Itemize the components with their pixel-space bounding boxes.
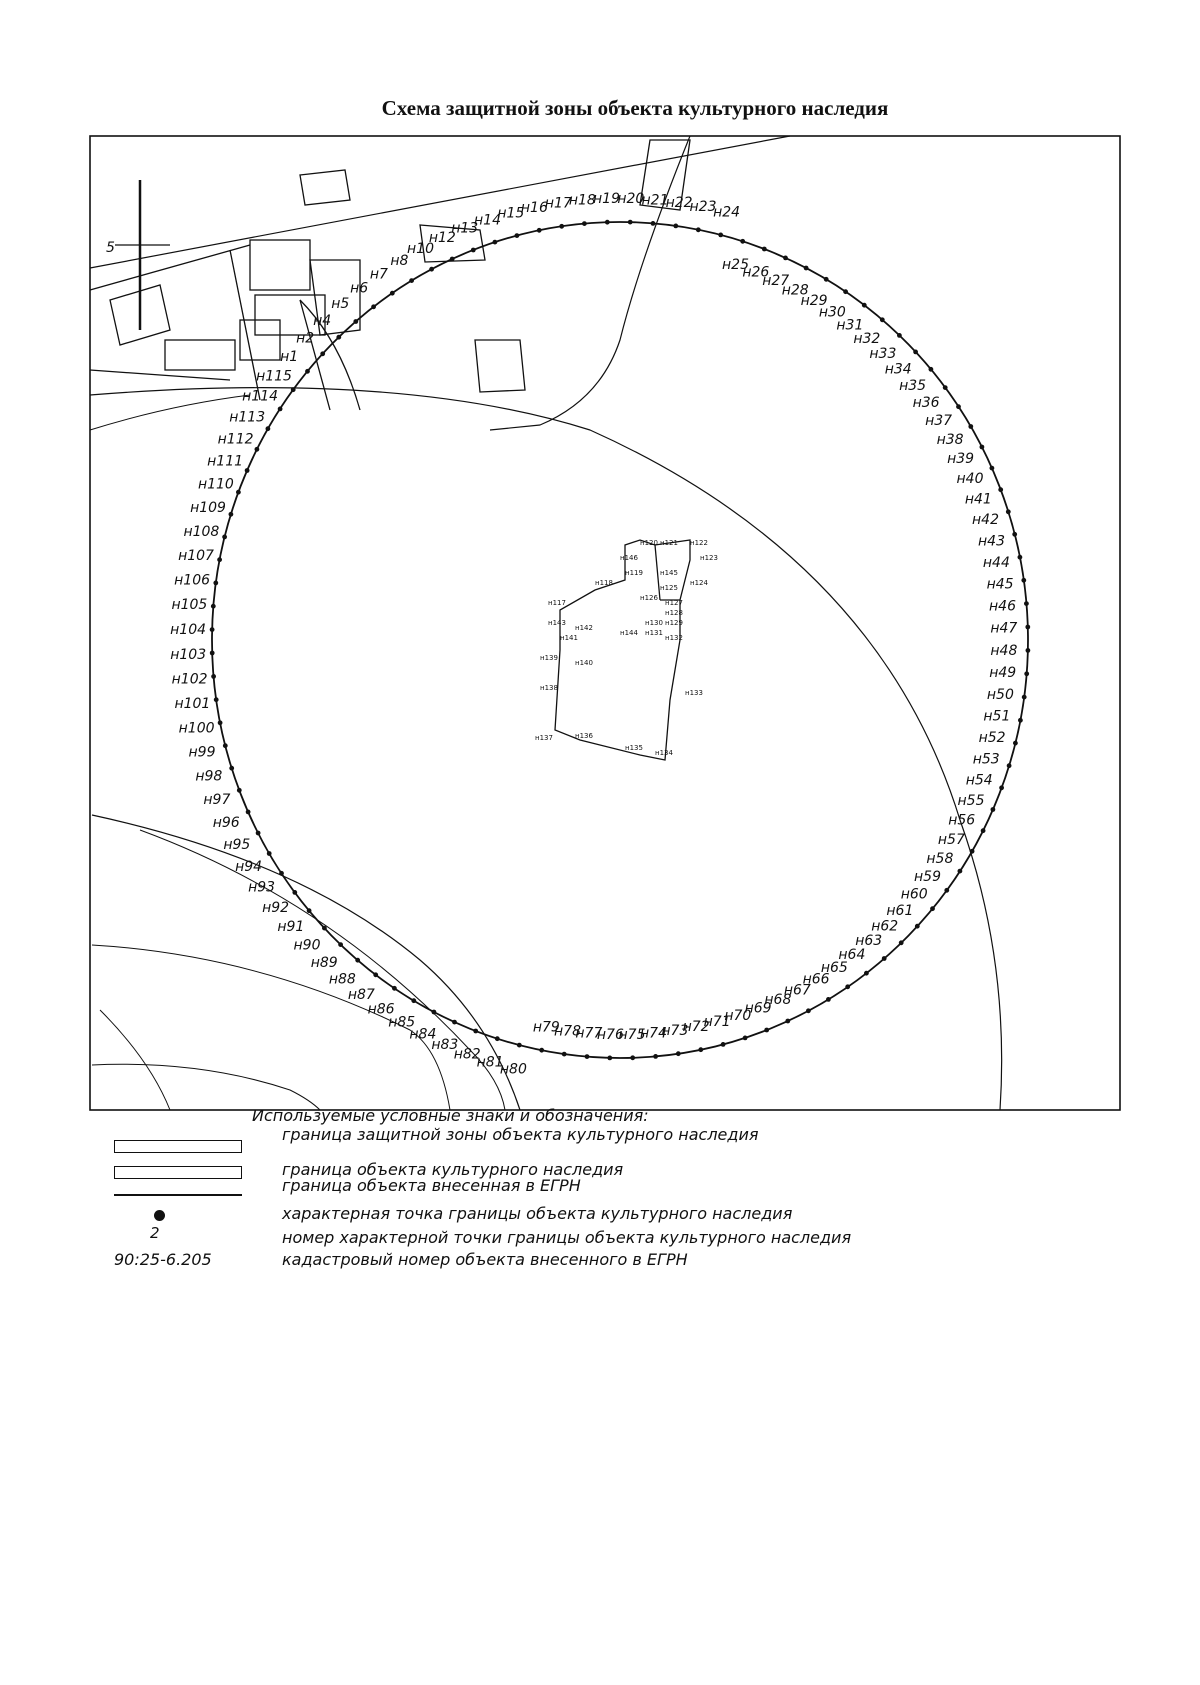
boundary-point-dot: [353, 319, 358, 324]
boundary-point-dot: [762, 247, 767, 252]
boundary-point-dot: [246, 810, 251, 815]
boundary-point-dot: [411, 998, 416, 1003]
boundary-point-label: н71: [703, 1014, 731, 1031]
boundary-point-label: н88: [328, 971, 356, 988]
boundary-point-dot: [338, 942, 343, 947]
boundary-point-dot: [998, 487, 1003, 492]
boundary-point-label: н99: [188, 744, 216, 761]
boundary-point-dot: [452, 1020, 457, 1025]
boundary-point-label: н46: [989, 598, 1016, 615]
boundary-point-label: н2: [296, 330, 315, 347]
boundary-point-label: н25: [722, 257, 749, 274]
boundary-point-label: н13: [451, 220, 479, 237]
boundary-point-dot: [432, 1010, 437, 1015]
boundary-point-dot: [450, 257, 455, 262]
boundary-point-label: н30: [818, 304, 846, 321]
inner-point-label: н127: [665, 599, 683, 607]
boundary-point-dot: [944, 888, 949, 893]
boundary-point-dot: [806, 1008, 811, 1013]
boundary-point-dot: [968, 424, 973, 429]
boundary-point-dot: [981, 828, 986, 833]
boundary-point-dot: [1026, 648, 1031, 653]
boundary-point-label: н73: [661, 1023, 689, 1039]
boundary-point-dot: [899, 940, 904, 945]
boundary-point-label: н68: [764, 992, 792, 1009]
boundary-point-dot: [943, 385, 948, 390]
boundary-point-label: н66: [802, 971, 830, 988]
boundary-point-dot: [210, 651, 215, 656]
inner-point-label: н140: [575, 659, 593, 667]
boundary-point-label: н101: [174, 696, 211, 713]
boundary-point-dot: [958, 869, 963, 874]
legend-text-object-boundary: граница объекта культурного наследия: [282, 1160, 624, 1179]
boundary-point-label: н49: [989, 664, 1017, 681]
boundary-point-label: н51: [983, 708, 1011, 725]
boundary-point-dot: [355, 958, 360, 963]
boundary-point-dot: [582, 221, 587, 226]
inner-point-label: н117: [548, 599, 566, 607]
boundary-point-dot: [826, 997, 831, 1002]
map-frame: [90, 136, 1120, 1110]
page-title: Схема защитной зоны объекта культурного наследия: [381, 96, 889, 120]
boundary-point-label: н5: [331, 296, 350, 313]
boundary-point-dot: [322, 926, 327, 931]
boundary-point-dot: [210, 627, 215, 632]
boundary-point-label: н14: [474, 212, 501, 229]
boundary-point-label: н26: [742, 264, 770, 281]
boundary-point-dot: [390, 291, 395, 296]
boundary-point-dot: [278, 407, 283, 412]
boundary-point-label: н40: [956, 471, 984, 487]
inner-point-label: н118: [595, 579, 613, 587]
boundary-point-dot: [843, 289, 848, 294]
boundary-point-label: н115: [256, 368, 292, 385]
inner-point-label: н137: [535, 734, 553, 742]
boundary-point-dot: [990, 466, 995, 471]
inner-point-label: н138: [540, 684, 558, 692]
boundary-point-label: н20: [617, 191, 645, 208]
boundary-point-label: н102: [171, 671, 208, 688]
boundary-point-dot: [211, 604, 216, 609]
boundary-point-label: н78: [554, 1023, 581, 1040]
legend-symbol-number: 2: [150, 1224, 160, 1242]
boundary-point-label: н56: [948, 812, 976, 829]
boundary-point-dot: [607, 1056, 612, 1061]
boundary-point-label: н94: [235, 858, 263, 875]
boundary-point-dot: [999, 785, 1004, 790]
boundary-point-dot: [897, 333, 902, 338]
boundary-point-dot: [1025, 625, 1030, 630]
inner-point-label: н142: [575, 624, 593, 632]
boundary-point-label: н75: [618, 1026, 646, 1043]
boundary-point-dot: [320, 351, 325, 356]
boundary-point-label: н33: [869, 345, 897, 362]
legend-text-protective-zone: граница защитной зоны объекта культурного наследия: [282, 1125, 759, 1144]
inner-point-label: н121: [660, 539, 678, 547]
boundary-point-dot: [956, 404, 961, 409]
boundary-point-label: н84: [409, 1026, 437, 1043]
boundary-point-label: н45: [986, 576, 1014, 593]
boundary-point-label: н107: [178, 548, 214, 565]
boundary-point-label: н82: [453, 1046, 481, 1063]
boundary-point-dot: [630, 1055, 635, 1060]
inner-point-label: н133: [685, 689, 703, 697]
boundary-point-label: н15: [497, 205, 525, 222]
boundary-point-dot: [991, 807, 996, 812]
boundary-point-label: н87: [347, 987, 375, 1003]
boundary-point-dot: [539, 1048, 544, 1053]
boundary-point-dot: [515, 233, 520, 238]
inner-point-label: н120: [640, 539, 658, 547]
boundary-point-dot: [213, 581, 218, 586]
inner-point-label: н144: [620, 629, 638, 637]
boundary-point-label: н69: [744, 1000, 772, 1017]
boundary-point-label: н52: [978, 730, 1006, 747]
boundary-point-label: н42: [972, 512, 999, 529]
boundary-point-dot: [1007, 763, 1012, 768]
legend-text-egrn-line: граница объекта внесенная в ЕГРН: [282, 1176, 581, 1195]
boundary-point-dot: [223, 743, 228, 748]
boundary-point-label: н83: [431, 1037, 459, 1053]
boundary-point-label: н79: [532, 1019, 560, 1036]
legend-text-point: характерная точка границы объекта культурного наследия: [282, 1204, 793, 1223]
boundary-point-dot: [409, 278, 414, 283]
boundary-point-dot: [1022, 695, 1027, 700]
boundary-point-label: н85: [388, 1014, 416, 1031]
lower-curve-1: [92, 815, 520, 1110]
boundary-point-label: н18: [568, 192, 596, 209]
inner-point-label: н128: [665, 609, 683, 617]
boundary-point-label: н50: [986, 686, 1014, 703]
boundary-point-dot: [537, 228, 542, 233]
boundary-point-label: н93: [248, 879, 276, 896]
boundary-point-label: н64: [838, 947, 866, 964]
boundary-point-dot: [307, 908, 312, 913]
boundary-point-dot: [929, 367, 934, 372]
boundary-point-label: н19: [593, 191, 620, 208]
boundary-point-label: н4: [313, 312, 332, 329]
boundary-point-label: н47: [990, 620, 1018, 637]
boundary-point-dot: [743, 1036, 748, 1041]
boundary-point-label: н55: [957, 792, 985, 809]
boundary-point-label: н98: [195, 768, 223, 785]
boundary-point-label: н7: [369, 266, 388, 283]
boundary-point-label: н103: [170, 646, 207, 663]
boundary-point-dot: [1012, 532, 1017, 537]
boundary-point-dot: [471, 248, 476, 253]
boundary-point-dot: [473, 1029, 478, 1034]
boundary-point-dot: [785, 1019, 790, 1024]
lower-curve-4: [92, 1064, 320, 1110]
boundary-point-dot: [237, 788, 242, 793]
legend-text-number: номер характерной точки границы объекта культурного наследия: [282, 1228, 852, 1247]
boundary-point-dot: [255, 447, 260, 452]
boundary-point-dot: [653, 1054, 658, 1059]
boundary-point-dot: [291, 387, 296, 392]
boundary-point-dot: [371, 304, 376, 309]
boundary-point-dot: [222, 535, 227, 540]
inner-point-label: н125: [660, 584, 678, 592]
inner-point-label: н135: [625, 744, 643, 752]
inner-point-label: н129: [665, 619, 683, 627]
boundary-point-label: н112: [217, 431, 254, 448]
boundary-point-dot: [1018, 718, 1023, 723]
boundary-point-label: н21: [641, 192, 669, 209]
boundary-point-dot: [764, 1028, 769, 1033]
boundary-point-dot: [864, 971, 869, 976]
boundary-point-label: н109: [190, 500, 226, 517]
inner-point-label: н146: [620, 554, 638, 562]
boundary-point-label: н92: [262, 899, 290, 916]
boundary-point-dot: [214, 697, 219, 702]
boundary-point-label: н81: [476, 1054, 504, 1071]
boundary-point-label: н1: [280, 348, 299, 365]
boundary-point-dot: [698, 1047, 703, 1052]
boundary-point-label: н31: [836, 317, 864, 334]
boundary-point-label: н8: [390, 253, 409, 269]
boundary-point-dot: [804, 266, 809, 271]
boundary-point-label: н39: [947, 451, 975, 468]
legend-heading: Используемые условные знаки и обозначения:: [252, 1106, 649, 1125]
boundary-point-label: н44: [982, 554, 1010, 571]
boundary-point-dot: [1021, 578, 1026, 583]
boundary-point-label: н48: [990, 642, 1018, 659]
boundary-point-label: н35: [899, 377, 927, 394]
boundary-point-dot: [740, 239, 745, 244]
inner-point-label: н136: [575, 732, 593, 740]
boundary-point-dot: [585, 1054, 590, 1059]
boundary-point-dot: [1024, 671, 1029, 676]
inner-point-label: н119: [625, 569, 643, 577]
boundary-point-label: н80: [499, 1061, 527, 1078]
boundary-point-label: н106: [174, 572, 211, 589]
boundary-point-label: н77: [575, 1025, 603, 1042]
boundary-point-dot: [862, 303, 867, 308]
boundary-point-label: н10: [407, 240, 434, 257]
boundary-point-label: н113: [229, 409, 266, 426]
boundary-point-dot: [882, 956, 887, 961]
corner-label: 5: [106, 240, 115, 256]
boundary-point-dot: [628, 220, 633, 225]
boundary-point-label: н37: [925, 413, 953, 430]
boundary-point-dot: [913, 350, 918, 355]
boundary-point-label: н62: [871, 918, 899, 935]
road-curve-left: [90, 395, 250, 430]
boundary-point-dot: [845, 984, 850, 989]
boundary-point-dot: [245, 468, 250, 473]
inner-point-label: н126: [640, 594, 658, 602]
boundary-point-label: н17: [544, 195, 572, 212]
boundary-point-dot: [217, 557, 222, 562]
boundary-point-label: н6: [350, 280, 369, 297]
boundary-point-dot: [718, 233, 723, 238]
boundary-point-dot: [559, 224, 564, 229]
boundary-point-label: н110: [197, 476, 234, 493]
boundary-point-dot: [1018, 555, 1023, 560]
inner-point-label: н132: [665, 634, 683, 642]
boundary-point-label: н60: [900, 886, 928, 903]
boundary-point-label: н91: [277, 919, 305, 936]
boundary-point-dot: [305, 369, 310, 374]
boundary-point-label: н43: [978, 533, 1005, 550]
boundary-point-label: н104: [170, 622, 207, 638]
boundary-point-label: н23: [689, 199, 717, 216]
road-curve-top: [490, 136, 690, 430]
boundary-point-label: н67: [783, 982, 811, 999]
inner-point-label: н130: [645, 619, 663, 627]
boundary-point-dot: [930, 906, 935, 911]
boundary-point-dot: [1013, 741, 1018, 746]
inner-point-label: н134: [655, 749, 673, 757]
boundary-point-label: н16: [520, 199, 548, 216]
boundary-point-dot: [279, 871, 284, 876]
boundary-point-label: н53: [972, 751, 1000, 768]
inner-point-label: н145: [660, 569, 678, 577]
boundary-point-label: н86: [367, 1001, 395, 1018]
boundary-point-dot: [336, 335, 341, 340]
boundary-point-dot: [721, 1042, 726, 1047]
boundary-point-dot: [392, 986, 397, 991]
boundary-point-label: н70: [724, 1008, 752, 1024]
inner-point-label: н141: [560, 634, 578, 642]
boundary-point-dot: [783, 256, 788, 261]
boundary-point-dot: [915, 924, 920, 929]
boundary-point-label: н34: [884, 361, 912, 378]
boundary-point-dot: [562, 1052, 567, 1057]
boundary-point-dot: [651, 221, 656, 226]
boundary-point-dot: [1006, 509, 1011, 514]
boundary-point-label: н89: [310, 955, 338, 972]
boundary-point-label: н58: [926, 850, 954, 867]
boundary-point-dot: [970, 849, 975, 854]
boundary-point-dot: [605, 220, 610, 225]
legend-text-cadastral: кадастровый номер объекта внесенного в ЕГРН: [282, 1250, 688, 1269]
boundary-point-labels: [170, 191, 1017, 1077]
boundary-point-dot: [267, 851, 272, 856]
boundary-point-label: н27: [762, 272, 790, 289]
boundary-point-dot: [676, 1051, 681, 1056]
inner-point-label: н139: [540, 654, 558, 662]
boundary-point-dot: [696, 227, 701, 232]
boundary-point-dot: [673, 224, 678, 229]
boundary-point-label: н61: [886, 902, 914, 919]
boundary-point-label: н32: [853, 331, 881, 348]
boundary-point-dot: [493, 240, 498, 245]
lower-curve-5: [100, 1010, 170, 1110]
boundary-point-label: н97: [203, 791, 231, 808]
boundary-point-label: н90: [293, 937, 321, 954]
boundary-point-label: н100: [178, 720, 215, 737]
boundary-point-dot: [236, 490, 241, 495]
boundary-point-label: н95: [223, 837, 251, 854]
boundary-point-dot: [266, 426, 271, 431]
inner-point-label: н143: [548, 619, 566, 627]
boundary-point-dot: [1024, 601, 1029, 606]
inner-point-labels: [535, 539, 718, 757]
boundary-point-dot: [495, 1036, 500, 1041]
boundary-point-dot: [256, 831, 261, 836]
boundary-point-label: н111: [207, 453, 244, 470]
boundary-point-label: н65: [820, 959, 848, 976]
inner-point-label: н123: [700, 554, 718, 562]
boundary-point-label: н105: [171, 597, 208, 614]
inner-point-label: н131: [645, 629, 663, 637]
boundary-point-label: н63: [855, 933, 883, 950]
boundary-point-label: н114: [242, 388, 279, 405]
boundary-point-label: н24: [713, 204, 741, 221]
inner-point-label: н122: [690, 539, 708, 547]
boundary-point-dot: [517, 1043, 522, 1048]
boundary-point-dot: [980, 445, 985, 450]
boundary-point-label: н38: [936, 431, 964, 448]
boundary-point-dot: [824, 277, 829, 282]
boundary-point-label: н12: [428, 230, 456, 247]
boundary-point-label: н108: [183, 523, 220, 540]
boundary-point-dot: [218, 720, 223, 725]
boundary-point-label: н28: [781, 282, 809, 299]
boundary-point-label: н36: [912, 395, 940, 412]
inner-point-label: н124: [690, 579, 708, 587]
boundary-point-label: н59: [914, 868, 941, 885]
boundary-point-label: н72: [682, 1019, 710, 1036]
boundary-point-label: н76: [596, 1026, 624, 1043]
boundary-point-label: н54: [965, 772, 993, 789]
boundary-point-label: н74: [640, 1025, 667, 1042]
boundary-point-dot: [429, 267, 434, 272]
boundary-point-dot: [229, 766, 234, 771]
boundary-point-label: н41: [964, 491, 992, 508]
building-cluster: [90, 140, 690, 410]
boundary-point-dot: [229, 512, 234, 517]
boundary-point-label: н29: [800, 293, 828, 309]
boundary-point-label: н22: [665, 195, 693, 212]
legend-symbol-cadastral: 90:25-6.205: [114, 1250, 212, 1269]
boundary-point-label: н96: [212, 814, 240, 831]
boundary-point-dot: [880, 317, 885, 322]
boundary-point-markers: [210, 220, 1031, 1061]
boundary-point-label: н57: [937, 832, 965, 849]
boundary-point-dot: [373, 972, 378, 977]
boundary-point-dot: [292, 890, 297, 895]
boundary-point-dot: [211, 674, 216, 679]
